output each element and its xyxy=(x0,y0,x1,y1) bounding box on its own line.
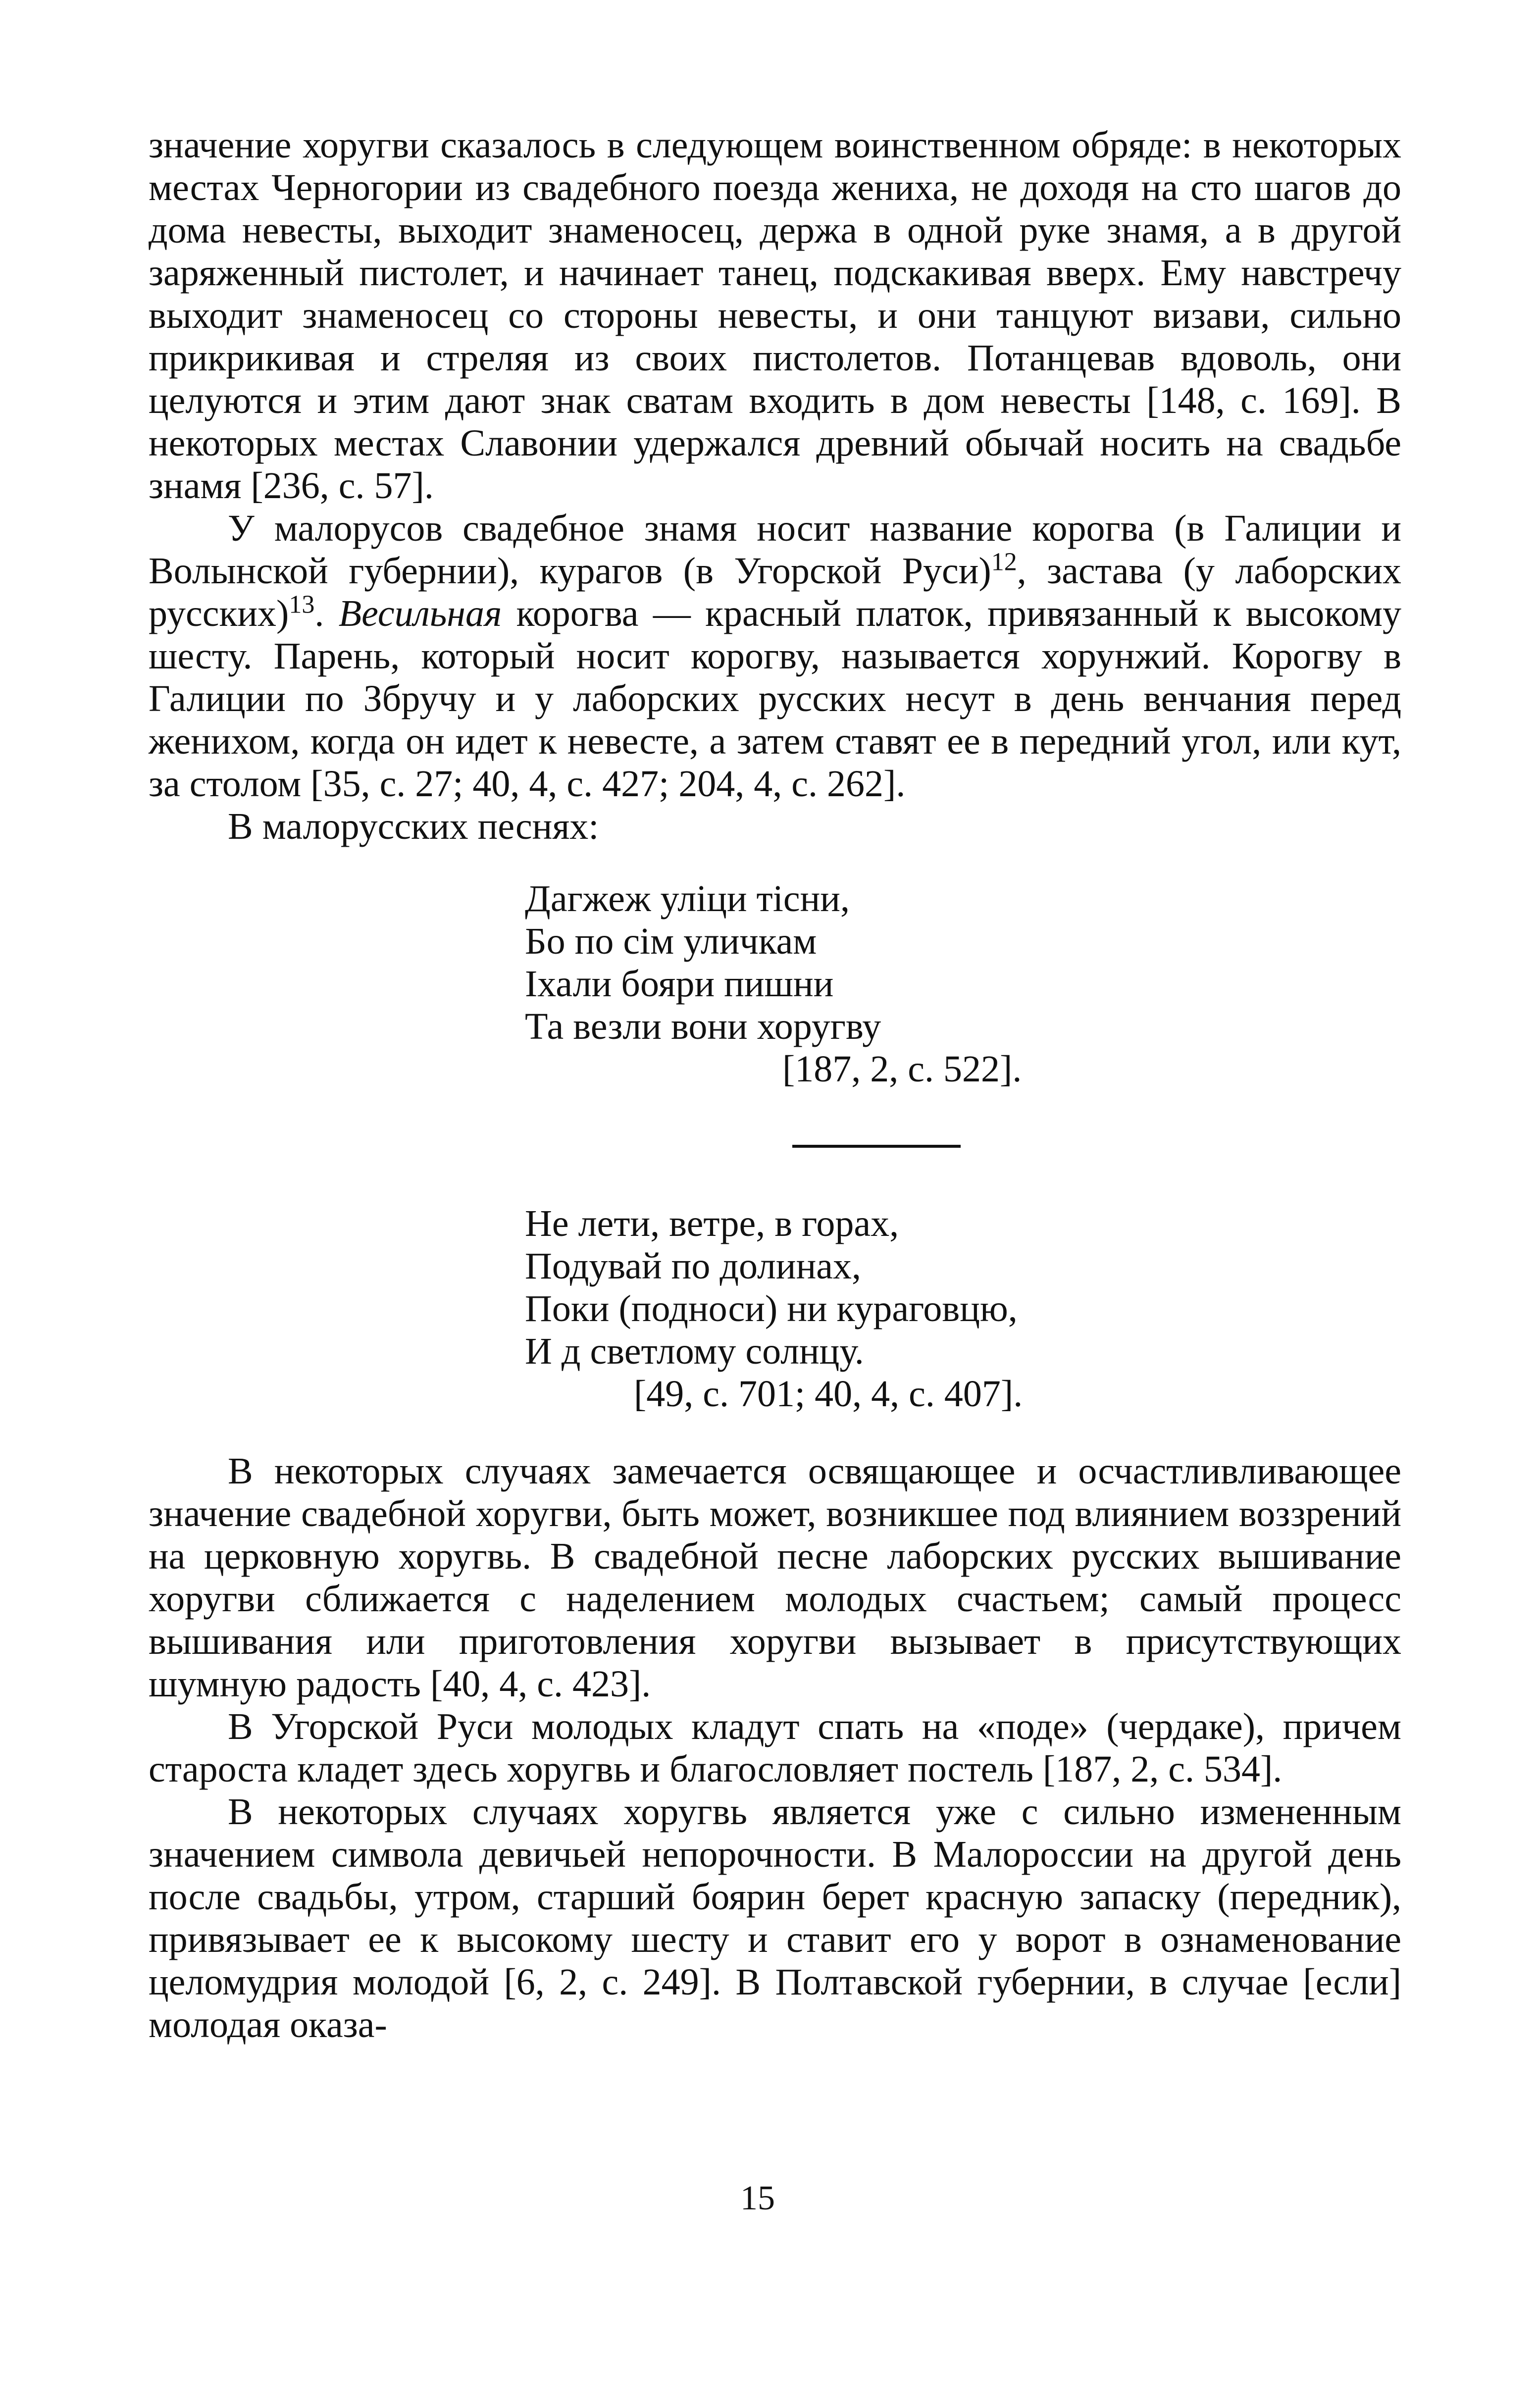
poem-2-line: Подувай по долинах, xyxy=(525,1245,861,1287)
poem-1-line: Дагжеж уліци тісни, xyxy=(525,878,850,919)
poem-2-line: И д светлому солнцу. xyxy=(525,1330,864,1372)
poem-separator-rule xyxy=(792,1145,961,1148)
paragraph-2-text-b: , застава (у лаборских русских) xyxy=(149,550,1402,634)
paragraph-6: В некоторых случаях хоругвь является уже с сильно измененным значением символа девичьей непорочности. В Малороссии на другой день после свадьбы, утром, старший боярин берет красную запаску (передник), привязывает ее к высокому шесту и ставит его у ворот в ознаменование целомудрия молодой [6, 2, с. 249]. В Полтавской губернии, в случае [если] молодая оказа- xyxy=(149,1791,1401,2045)
page-number: 15 xyxy=(740,2179,775,2217)
poem-2-line: Не лети, ветре, в горах, xyxy=(525,1203,899,1244)
poem-2 xyxy=(149,1202,1401,1415)
footnote-ref-12: 12 xyxy=(991,548,1017,576)
poem-1-citation: [187, 2, с. 522]. xyxy=(782,1048,1022,1090)
paragraph-2-text-c: . xyxy=(314,593,339,634)
paragraph-4: В некоторых случаях замечается освящающее и осчастливливающее значение свадебной хоругви, быть может, возникшее под влиянием воззрений на церковную хоругвь. В свадебной песне лаборских русских вышивание хоругви сближается с наделением молодых счастьем; самый процесс вышивания или приготовления хоругви вызывает в присутствующих шумную радость [40, 4, с. 423]. xyxy=(149,1450,1401,1705)
spacer xyxy=(149,1415,1401,1450)
italic-term: Весильная xyxy=(338,593,502,634)
paragraph-3: В малорусских песнях: xyxy=(228,806,599,847)
paragraph-2-text-d: корогва — красный платок, привязанный к высокому шесту. Парень, который носит корогву, называется хорунжий. Корогву в Галиции по Збручу и у лаборских русских несут в день венчания перед женихом, когда он идет к невесте, а затем ставят ее в передний угол, или кут, за столом [35, с. 27; 40, 4, с. 427; 204, 4, с. 262]. xyxy=(149,593,1401,805)
poem-1-line: Бо по сім уличкам xyxy=(525,920,817,962)
poem-1 xyxy=(149,877,1401,1090)
poem-2-citation: [49, с. 701; 40, 4, с. 407]. xyxy=(634,1373,1023,1415)
paragraph-2 xyxy=(149,507,1401,805)
paragraph-2-text-a: У малорусов свадебное знамя носит название корогва (в Галиции и Волынской губернии), курагов (в Угорской Руси) xyxy=(149,508,1401,592)
paragraph-1: значение хоругви сказалось в следующем воинственном обряде: в некоторых местах Черногории из свадебного поезда жениха, не доходя на сто шагов до дома невесты, выходит знаменосец, держа в одной руке знамя, а в другой заряженный пистолет, и начинает танец, подскакивая вверх. Ему навстречу выходит знаменосец со стороны невесты, и они танцуют визави, сильно прикрикивая и стреляя из своих пистолетов. Потанцевав вдоволь, они целуются и этим дают знак сватам входить в дом невесты [148, с. 169]. В некоторых местах Славонии удержался древний обычай носить на свадьбе знамя [236, с. 57]. xyxy=(149,124,1401,507)
poem-2-line: Поки (подноси) ни кураговцю, xyxy=(525,1288,1018,1329)
page-text xyxy=(149,124,1401,2046)
footnote-ref-13: 13 xyxy=(289,590,315,619)
paragraph-5: В Угорской Руси молодых кладут спать на «поде» (чердаке), причем староста кладет здесь хоругвь и благословляет постель [187, 2, с. 534]. xyxy=(149,1706,1401,1790)
poem-1-line: Та везли вони хоругву xyxy=(525,1006,881,1047)
poem-1-line: Іхали бояри пишни xyxy=(525,963,834,1005)
